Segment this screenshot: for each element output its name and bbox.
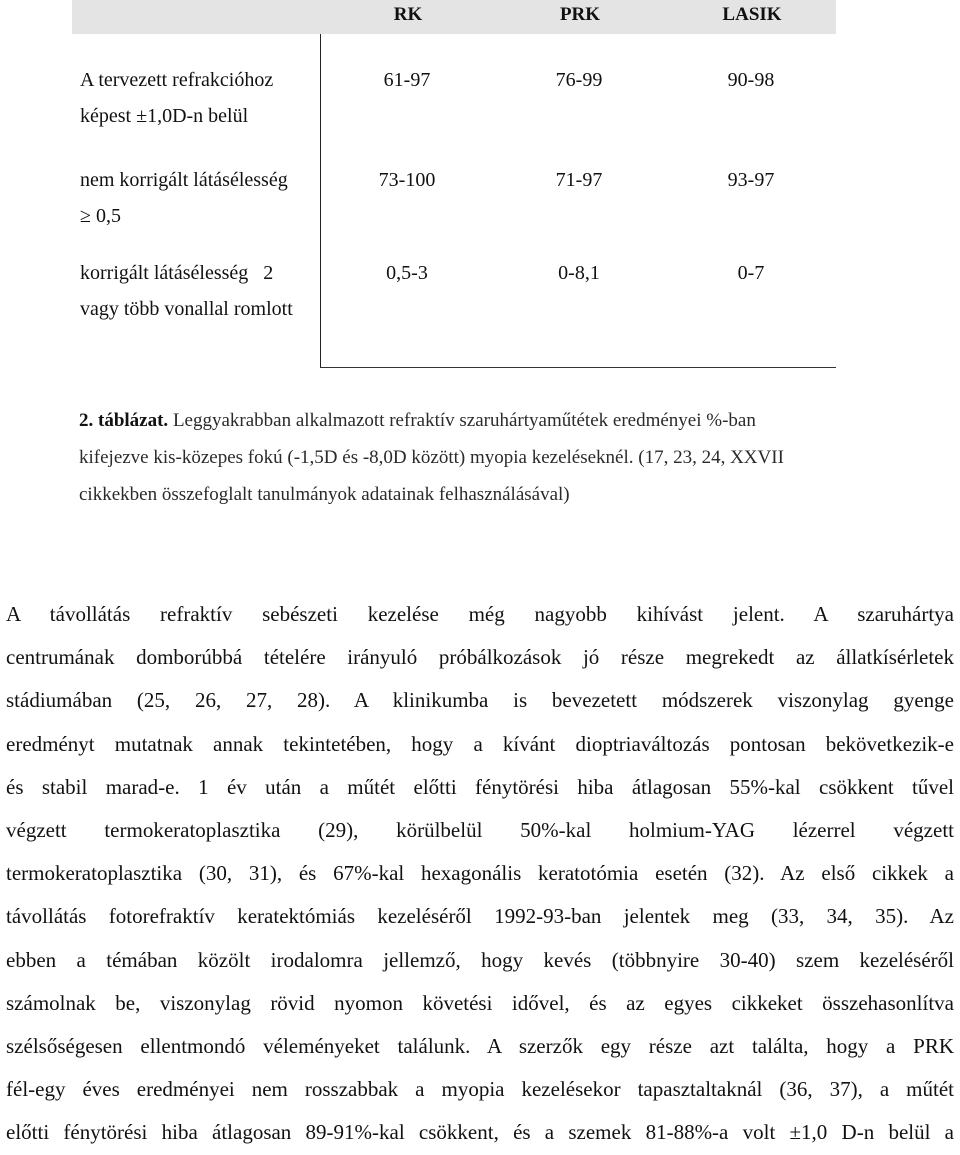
row-label-within-1d	[80, 62, 273, 134]
column-header-lasik: LASIK	[722, 4, 782, 25]
caption-label: 2. táblázat.	[79, 410, 169, 431]
table-cell: 76-99	[555, 69, 603, 91]
table-cell: 0-7	[737, 262, 765, 284]
table-cell: 90-98	[727, 69, 775, 91]
row-label-uncorrected-acuity	[80, 162, 288, 234]
table-cell: 0,5-3	[386, 262, 428, 284]
table-cell: 0-8,1	[558, 262, 600, 284]
paragraph-line: és stabil marad-e. 1 év után a műtét előtti fénytörési hiba átlagosan 55%-kal csökkent tűvel	[6, 774, 954, 799]
table-cell: 61-97	[383, 69, 431, 91]
results-table	[72, 0, 836, 368]
paragraph-line: termokeratoplasztika (30, 31), és 67%-kal hexagonális keratotómia esetén (32). Az első cikkek a	[6, 861, 954, 886]
table-divider-vertical	[320, 34, 321, 368]
row-label-line: ≥ 0,5	[80, 205, 121, 227]
paragraph-line: szélsőségesen ellentmondó véleményeket találunk. A szerzők egy része azt találta, hogy a PRK	[6, 1034, 954, 1059]
caption-line: cikkekben összefoglalt tanulmányok adatainak felhasználásával)	[79, 484, 570, 505]
paragraph-line: centrumának domborúbbá tételére irányuló próbálkozások jó része megrekedt az állatkísérletek	[6, 645, 954, 670]
paragraph-line: A távollátás refraktív sebészeti kezelése még nagyobb kihívást jelent. A szaruhártya	[6, 602, 954, 626]
row-label-line: vagy több vonallal romlott	[80, 298, 293, 320]
row-label-corrected-acuity-loss	[80, 255, 293, 327]
table-divider-bottom	[320, 367, 836, 368]
paragraph-line: stádiumában (25, 26, 27, 28). A klinikumba is bevezetett módszerek viszonylag gyenge	[6, 688, 954, 713]
column-header-prk: PRK	[559, 4, 601, 25]
column-header-rk: RK	[393, 4, 423, 25]
paragraph-line: távollátás fotorefraktív keratektómiás kezeléséről 1992-93-ban jelentek meg (33, 34, 35). Az	[6, 904, 954, 929]
table-cell: 73-100	[378, 169, 436, 191]
row-label-line: korrigált látásélesség 2	[80, 262, 274, 284]
table-caption	[79, 402, 839, 513]
paragraph-line: eredményt mutatnak annak tekintetében, hogy a kívánt dioptriaváltozás pontosan bekövetkezik-e	[6, 731, 954, 756]
body-paragraph	[6, 593, 954, 1155]
row-label-line: A tervezett refrakcióhoz	[80, 69, 274, 91]
row-label-line: képest ±1,0D-n belül	[80, 105, 249, 127]
table-cell: 93-97	[727, 169, 775, 191]
caption-line	[79, 402, 839, 439]
paragraph-line: előtti fénytörési hiba átlagosan 89-91%-kal csökkent, és a szemek 81-88%-a volt ±1,0 D-n belül a	[6, 1120, 954, 1145]
paragraph-line: végzett termokeratoplasztika (29), körülbelül 50%-kal holmium-YAG lézerrel végzett	[6, 818, 954, 843]
paragraph-line: ebben a témában közölt irodalomra jellemző, hogy kevés (többnyire 30-40) szem kezeléséről	[6, 947, 954, 972]
paragraph-line: számolnak be, viszonylag rövid nyomon követési idővel, és az egyes cikkeket összehasonlítva	[6, 990, 954, 1015]
caption-line: kifejezve kis-közepes fokú (-1,5D és -8,0D között) myopia kezeléseknél. (17, 23, 24, XXVII	[79, 447, 784, 468]
row-label-line: nem korrigált látásélesség	[80, 169, 288, 191]
table-cell: 71-97	[555, 169, 603, 191]
paragraph-line: fél-egy éves eredményei nem rosszabbak a myopia kezelésekor tapasztaltaknál (36, 37), a műtét	[6, 1077, 954, 1102]
caption-text: Leggyakrabban alkalmazott refraktív szaruhártyaműtétek eredményei %-ban	[168, 410, 756, 431]
